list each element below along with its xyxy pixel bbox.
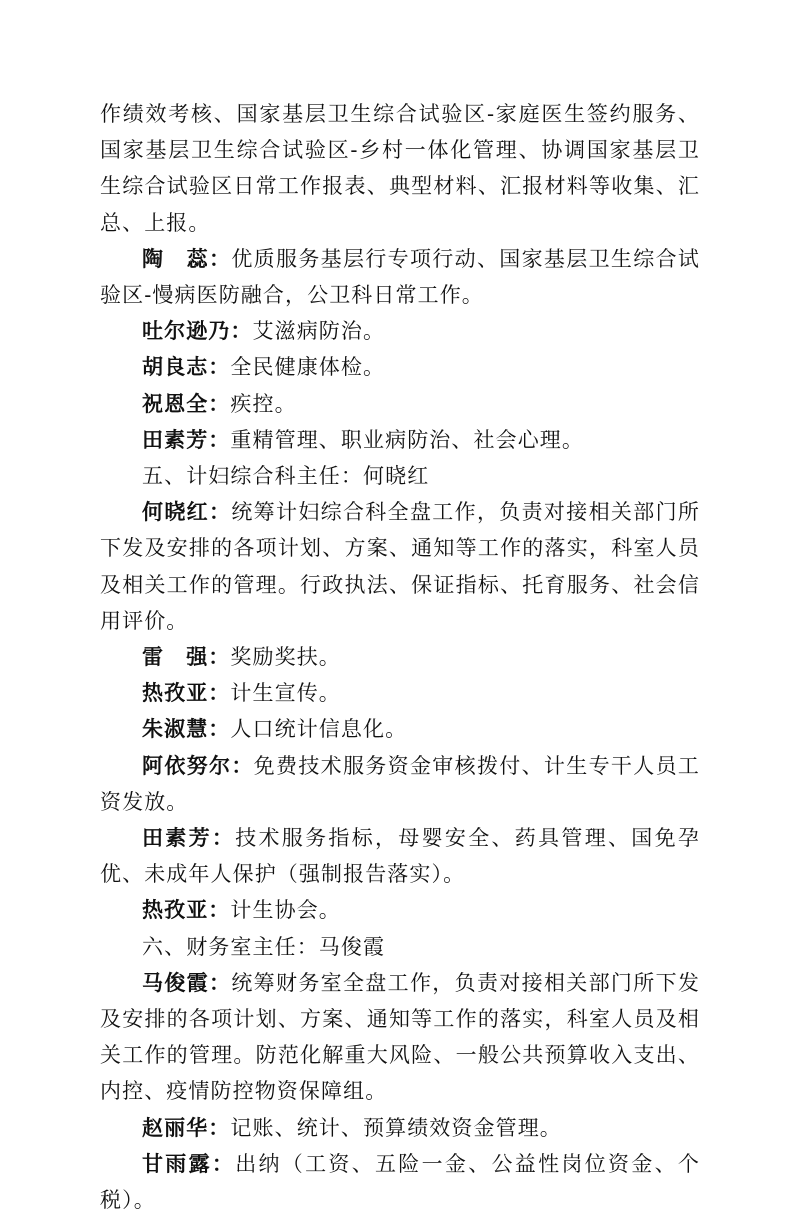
duty-text: 疾控。 [230, 391, 297, 416]
entry-zhu-enquan [100, 386, 700, 422]
entry-rezhiya-1 [100, 675, 700, 711]
duty-text: 奖励奖扶。 [230, 645, 341, 670]
person-name: 朱淑慧： [142, 717, 231, 742]
duty-text: 统筹财务室全盘工作，负责对接相关部门所下发及安排的各项计划、方案、通知等工作的落实，科室人员及相关工作的管理。防范化解重大风险、一般公共预算收入支出、内控、疫情防控物资保障组。 [100, 970, 700, 1104]
duty-text: 艾滋病防治。 [252, 319, 386, 344]
person-name: 胡良志： [142, 355, 231, 380]
person-name: 田素芳： [142, 826, 236, 851]
paragraph-continuation: 作绩效考核、国家基层卫生综合试验区-家庭医生签约服务、国家基层卫生综合试验区-乡村一体化管理、协调国家基层卫生综合试验区日常工作报表、典型材料、汇报材料等收集、汇总、上报。 [100, 102, 700, 235]
duty-text: 人口统计信息化。 [230, 717, 408, 742]
entry-tian-sufang-1 [100, 422, 700, 458]
person-name: 热孜亚： [142, 681, 231, 706]
person-name: 吐尔逊乃： [142, 319, 253, 344]
person-name: 阿依努尔： [142, 753, 254, 778]
entry-gan-yulu [100, 1146, 700, 1218]
person-name: 赵丽华： [142, 1115, 231, 1140]
person-name: 陶 蕊： [142, 246, 232, 271]
person-name: 马俊霞： [142, 970, 232, 995]
document-body [100, 96, 700, 1218]
section-heading-6: 六、财务室主任：马俊霞 [142, 934, 386, 959]
entry-tao-rui [100, 241, 700, 313]
duty-text: 重精管理、职业病防治、社会心理。 [230, 427, 585, 452]
person-name: 何晓红： [142, 500, 232, 525]
entry-zhu-shuhui [100, 711, 700, 747]
entry-tuerxunnai [100, 313, 700, 349]
section-heading-5: 五、计妇综合科主任：何晓红 [142, 464, 430, 489]
duty-text: 记账、统计、预算绩效资金管理。 [230, 1115, 562, 1140]
duty-text: 计生协会。 [230, 898, 341, 923]
entry-lei-qiang [100, 639, 700, 675]
entry-ayinuer [100, 748, 700, 820]
person-name: 热孜亚： [142, 898, 231, 923]
entry-zhao-lihua [100, 1110, 700, 1146]
duty-text: 出纳（工资、五险一金、公益性岗位资金、个税）。 [100, 1151, 700, 1213]
person-name: 雷 强： [142, 645, 231, 670]
entry-ma-junxia [100, 965, 700, 1110]
duty-text: 技术服务指标，母婴安全、药具管理、国免孕优、未成年人保护（强制报告落实）。 [100, 826, 700, 887]
entry-he-xiaohong [100, 494, 700, 639]
duty-text: 全民健康体检。 [230, 355, 386, 380]
duty-text: 统筹计妇综合科全盘工作，负责对接相关部门所下发及安排的各项计划、方案、通知等工作的落实，科室人员及相关工作的管理。行政执法、保证指标、托育服务、社会信用评价。 [100, 500, 700, 633]
person-name: 祝恩全： [142, 391, 231, 416]
duty-text: 计生宣传。 [230, 681, 341, 706]
entry-hu-liangzhi [100, 349, 700, 385]
entry-rezhiya-2 [100, 892, 700, 928]
person-name: 田素芳： [142, 427, 231, 452]
person-name: 甘雨露： [142, 1151, 236, 1176]
entry-tian-sufang-2 [100, 820, 700, 892]
duty-text: 免费技术服务资金审核拨付、计生专干人员工资发放。 [100, 753, 701, 814]
duty-text: 优质服务基层行专项行动、国家基层卫生综合试验区-慢病医防融合，公卫科日常工作。 [100, 246, 700, 308]
